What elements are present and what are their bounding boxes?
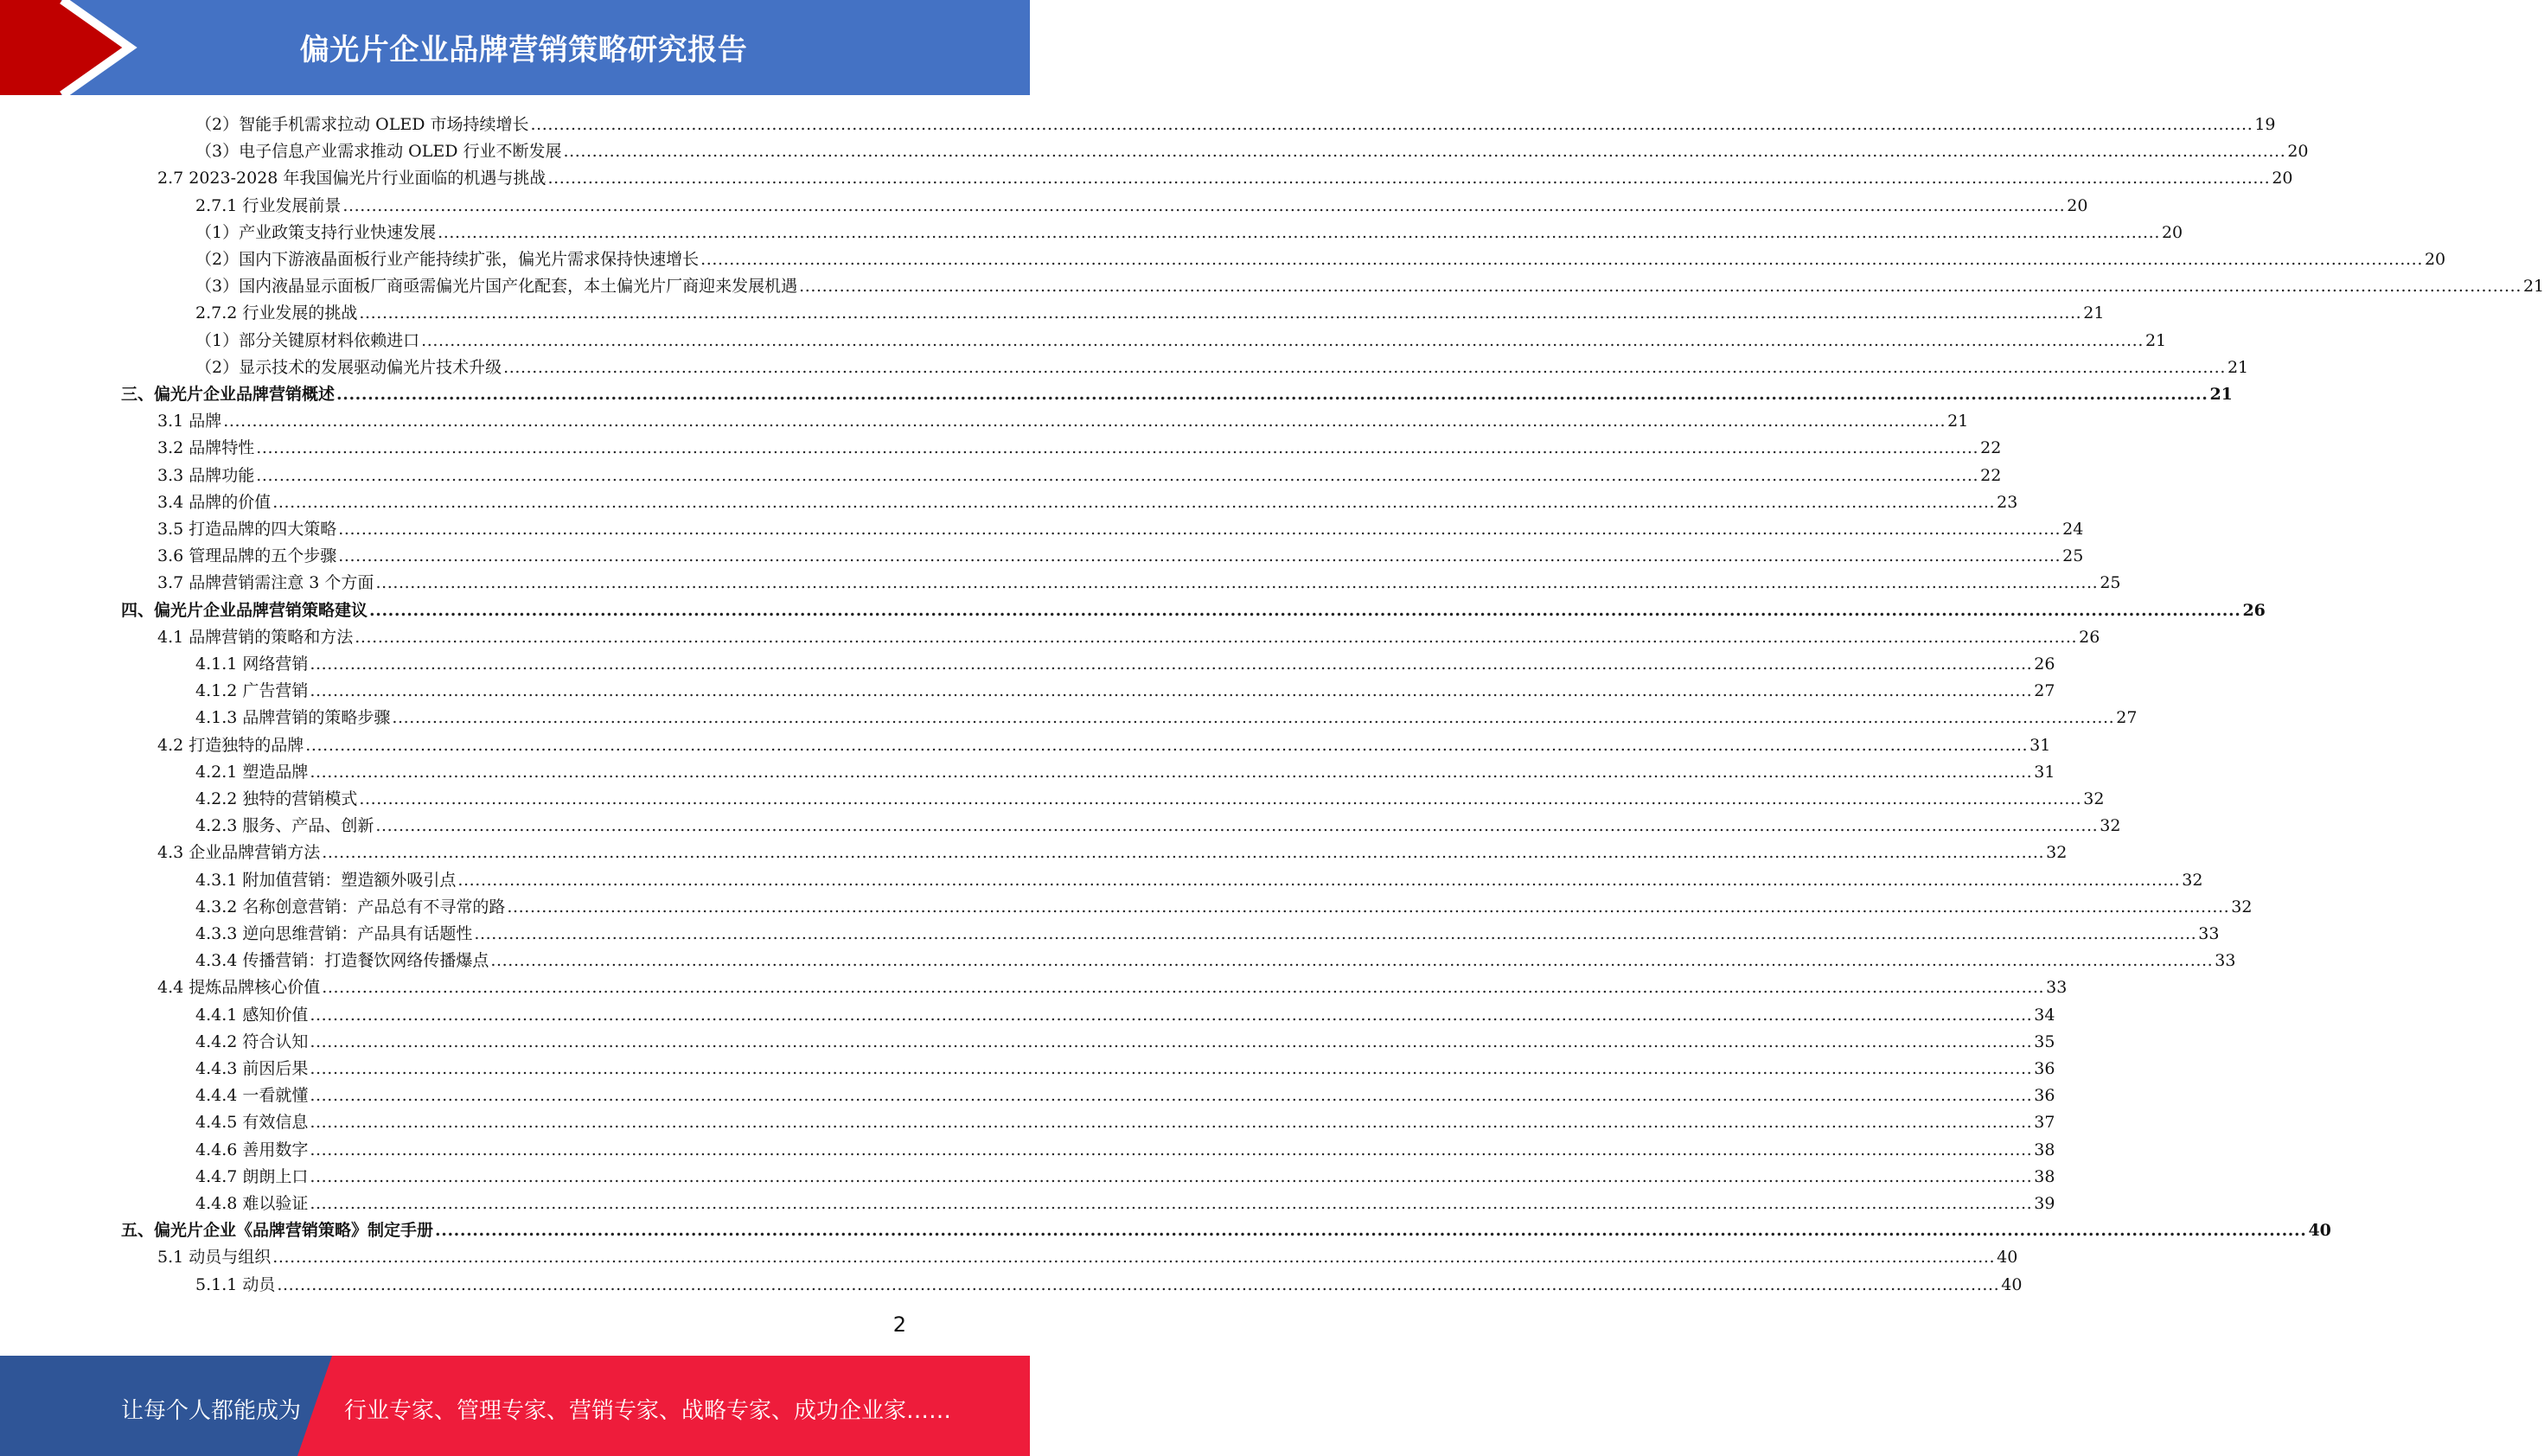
toc-entry[interactable] xyxy=(195,111,2276,135)
toc-entry[interactable] xyxy=(195,272,2544,297)
toc-entry-title: （2）显示技术的发展驱动偏光片技术升级 xyxy=(195,357,502,377)
footer-slogan-right: 行业专家、管理专家、营销专家、战略专家、成功企业家…… xyxy=(344,1398,952,1424)
toc-entry-page: 24 xyxy=(2062,520,2084,539)
toc-entry-title: 3.6 管理品牌的五个步骤 xyxy=(157,546,337,566)
toc-entry-title: 4.1.3 品牌营销的策略步骤 xyxy=(195,708,391,728)
toc-entry-title: 4.4.2 符合认知 xyxy=(195,1031,309,1051)
toc-leader-dots: ............................................................................................................................................................................................................................................................................................................ xyxy=(421,330,2144,350)
toc-entry[interactable] xyxy=(195,192,2088,216)
toc-entry[interactable] xyxy=(157,974,2068,998)
toc-entry[interactable] xyxy=(195,1136,2055,1160)
toc-entry-title: 4.2.3 服务、产品、创新 xyxy=(195,816,374,836)
toc-leader-dots: ............................................................................................................................................................................................................................................................................................................ xyxy=(322,978,2045,998)
toc-entry-title: 4.2.1 塑造品牌 xyxy=(195,762,309,782)
toc-leader-dots: ............................................................................................................................................................................................................................................................................................................ xyxy=(369,600,2241,620)
toc-entry-title: （1）产业政策支持行业快速发展 xyxy=(195,222,437,242)
toc-leader-dots: ............................................................................................................................................................................................................................................................................................................ xyxy=(272,492,1996,512)
toc-entry[interactable] xyxy=(157,489,2018,513)
toc-leader-dots: ............................................................................................................................................................................................................................................................................................................ xyxy=(338,520,2061,539)
toc-leader-dots: ............................................................................................................................................................................................................................................................................................................ xyxy=(438,222,2160,242)
toc-entry[interactable] xyxy=(121,597,2266,621)
toc-entry[interactable] xyxy=(157,569,2121,593)
toc-leader-dots: ............................................................................................................................................................................................................................................................................................................ xyxy=(310,762,2033,782)
toc-entry[interactable] xyxy=(195,246,2446,270)
toc-entry[interactable] xyxy=(195,785,2105,809)
toc-entry-title: 4.1 品牌营销的策略和方法 xyxy=(157,627,354,647)
toc-leader-dots: ............................................................................................................................................................................................................................................................................................................ xyxy=(799,277,2522,297)
toc-entry-page: 32 xyxy=(2182,870,2203,890)
toc-entry[interactable] xyxy=(195,137,2309,162)
toc-entry-page: 36 xyxy=(2034,1059,2055,1078)
toc-entry-title: 4.4.4 一看就懂 xyxy=(195,1086,309,1106)
toc-entry[interactable] xyxy=(195,1271,2023,1295)
footer-slogan-left: 让每个人都能成为 xyxy=(121,1398,302,1424)
toc-entry-page: 20 xyxy=(2287,142,2309,162)
toc-entry-page: 21 xyxy=(2083,303,2105,323)
toc-entry-title: （3）电子信息产业需求推动 OLED 行业不断发展 xyxy=(195,142,562,162)
toc-entry-page: 20 xyxy=(2161,222,2183,242)
toc-entry-title: 2.7.1 行业发展前景 xyxy=(195,195,342,215)
toc-entry-page: 21 xyxy=(2227,357,2249,377)
toc-leader-dots: ............................................................................................................................................................................................................................................................................................................ xyxy=(310,1005,2033,1025)
toc-leader-dots: ............................................................................................................................................................................................................................................................................................................ xyxy=(310,1059,2033,1078)
toc-entry-title: 4.2 打造独特的品牌 xyxy=(157,735,304,755)
toc-entry-page: 33 xyxy=(2046,978,2068,998)
toc-entry-title: 3.1 品牌 xyxy=(157,412,222,431)
toc-entry[interactable] xyxy=(195,758,2055,782)
toc-leader-dots: ............................................................................................................................................................................................................................................................................................................ xyxy=(336,385,2208,404)
toc-entry-title: 2.7 2023-2028 年我国偏光片行业面临的机遇与挑战 xyxy=(157,169,547,188)
toc-entry[interactable] xyxy=(157,164,2293,188)
toc-entry-page: 31 xyxy=(2034,762,2055,782)
page-footer xyxy=(0,1356,1030,1456)
toc-entry-page: 27 xyxy=(2116,708,2138,728)
toc-entry-title: 4.4.1 感知价值 xyxy=(195,1005,309,1025)
toc-entry[interactable] xyxy=(157,1243,2018,1268)
toc-entry-title: 4.1.1 网络营销 xyxy=(195,655,309,674)
toc-leader-dots: ............................................................................................................................................................................................................................................................................................................ xyxy=(310,681,2033,701)
toc-entry[interactable] xyxy=(195,1001,2055,1025)
toc-entry[interactable] xyxy=(121,1217,2331,1241)
toc-leader-dots: ............................................................................................................................................................................................................................................................................................................ xyxy=(359,789,2082,808)
toc-entry-page: 40 xyxy=(2001,1274,2023,1294)
toc-leader-dots: ............................................................................................................................................................................................................................................................................................................ xyxy=(310,1086,2033,1106)
toc-entry[interactable] xyxy=(195,1028,2055,1052)
toc-entry-title: 4.4.5 有效信息 xyxy=(195,1113,309,1133)
toc-entry-page: 38 xyxy=(2034,1140,2055,1159)
toc-entry[interactable] xyxy=(195,219,2183,243)
toc-entry-title: 4.4.8 难以验证 xyxy=(195,1194,309,1213)
toc-entry-page: 34 xyxy=(2034,1005,2055,1025)
toc-entry-title: （1）部分关键原材料依赖进口 xyxy=(195,330,420,350)
toc-leader-dots: ............................................................................................................................................................................................................................................................................................................ xyxy=(355,627,2078,647)
toc-entry[interactable] xyxy=(157,515,2084,540)
toc-entry-page: 22 xyxy=(1980,465,2002,485)
toc-leader-dots: ............................................................................................................................................................................................................................................................................................................ xyxy=(359,303,2082,323)
toc-leader-dots: ............................................................................................................................................................................................................................................................................................................ xyxy=(490,951,2214,971)
toc-entry-title: 4.3.1 附加值营销：塑造额外吸引点 xyxy=(195,870,457,890)
toc-entry[interactable] xyxy=(195,1055,2055,1079)
toc-entry[interactable] xyxy=(195,1108,2055,1133)
toc-entry-page: 33 xyxy=(2198,924,2220,943)
toc-entry-page: 26 xyxy=(2242,600,2266,620)
toc-leader-dots: ............................................................................................................................................................................................................................................................................................................ xyxy=(563,142,2286,162)
toc-entry[interactable] xyxy=(157,623,2100,648)
toc-entry-title: 3.3 品牌功能 xyxy=(157,465,255,485)
toc-entry-title: 4.4.6 善用数字 xyxy=(195,1140,309,1159)
toc-leader-dots: ............................................................................................................................................................................................................................................................................................................ xyxy=(277,1274,2000,1294)
toc-entry-title: 5.1 动员与组织 xyxy=(157,1248,272,1268)
toc-entry-page: 32 xyxy=(2100,816,2121,836)
page-header xyxy=(0,0,1030,95)
toc-leader-dots: ............................................................................................................................................................................................................................................................................................................ xyxy=(507,897,2230,916)
toc-entry-title: 4.3.4 传播营销：打造餐饮网络传播爆点 xyxy=(195,951,489,971)
toc-entry[interactable] xyxy=(157,542,2084,566)
toc-entry[interactable] xyxy=(157,407,1969,431)
toc-entry-title: 4.4.7 朗朗上口 xyxy=(195,1166,309,1186)
toc-entry-page: 26 xyxy=(2079,627,2100,647)
toc-entry-title: （3）国内液晶显示面板厂商亟需偏光片国产化配套，本土偏光片厂商迎来发展机遇 xyxy=(195,277,798,297)
toc-entry-title: 4.2.2 独特的营销模式 xyxy=(195,789,358,808)
toc-leader-dots: ............................................................................................................................................................................................................................................................................................................ xyxy=(310,1166,2033,1186)
toc-leader-dots: ............................................................................................................................................................................................................................................................................................................ xyxy=(375,573,2099,593)
toc-leader-dots: ............................................................................................................................................................................................................................................................................................................ xyxy=(474,924,2197,943)
toc-entry-page: 25 xyxy=(2100,573,2121,593)
toc-entry[interactable] xyxy=(157,731,2051,756)
toc-entry[interactable] xyxy=(195,812,2121,836)
toc-entry-page: 20 xyxy=(2067,195,2088,215)
page-number: 2 xyxy=(892,1312,906,1337)
toc-entry-title: 4.4.3 前因后果 xyxy=(195,1059,309,1078)
toc-entry-title: 4.4 提炼品牌核心价值 xyxy=(157,978,321,998)
toc-entry-title: 3.5 打造品牌的四大策略 xyxy=(157,520,337,539)
toc-leader-dots: ............................................................................................................................................................................................................................................................................................................ xyxy=(457,870,2181,890)
toc-entry-page: 21 xyxy=(2209,385,2233,404)
toc-entry-page: 22 xyxy=(1980,438,2002,458)
toc-entry[interactable] xyxy=(195,327,2167,351)
toc-entry[interactable] xyxy=(195,1082,2055,1106)
toc-entry-page: 32 xyxy=(2231,897,2253,916)
toc-entry-page: 38 xyxy=(2034,1166,2055,1186)
toc-entry[interactable] xyxy=(157,839,2068,863)
toc-entry-page: 40 xyxy=(2308,1221,2331,1241)
toc-entry-title: 五、偏光片企业《品牌营销策略》制定手册 xyxy=(121,1221,434,1241)
toc-entry[interactable] xyxy=(157,462,2002,486)
toc-entry[interactable] xyxy=(195,354,2249,378)
toc-entry-title: 3.7 品牌营销需注意 3 个方面 xyxy=(157,573,374,593)
toc-entry[interactable] xyxy=(195,650,2055,674)
toc-entry[interactable] xyxy=(195,947,2236,971)
toc-entry-title: 四、偏光片企业品牌营销策略建议 xyxy=(121,600,368,620)
toc-entry-page: 40 xyxy=(1997,1248,2018,1268)
toc-entry-title: 4.3.3 逆向思维营销：产品具有话题性 xyxy=(195,924,473,943)
toc-leader-dots: ............................................................................................................................................................................................................................................................................................................ xyxy=(272,1248,1996,1268)
toc-entry[interactable] xyxy=(195,893,2253,917)
toc-entry-title: 4.1.2 广告营销 xyxy=(195,681,309,701)
toc-entry-page: 37 xyxy=(2034,1113,2055,1133)
toc-entry-title: 3.4 品牌的价值 xyxy=(157,492,272,512)
toc-leader-dots: ............................................................................................................................................................................................................................................................................................................ xyxy=(223,412,1946,431)
toc-entry[interactable] xyxy=(121,380,2233,405)
toc-entry-page: 21 xyxy=(1947,412,1969,431)
toc-entry-page: 26 xyxy=(2034,655,2055,674)
toc-leader-dots: ............................................................................................................................................................................................................................................................................................................ xyxy=(392,708,2115,728)
toc-entry-page: 27 xyxy=(2034,681,2055,701)
toc-entry-page: 36 xyxy=(2034,1086,2055,1106)
toc-entry-page: 21 xyxy=(2522,277,2544,297)
toc-entry-page: 21 xyxy=(2145,330,2167,350)
toc-entry[interactable] xyxy=(195,704,2138,728)
toc-entry-page: 19 xyxy=(2254,115,2276,134)
toc-leader-dots: ............................................................................................................................................................................................................................................................................................................ xyxy=(503,357,2226,377)
toc-entry-page: 33 xyxy=(2215,951,2236,971)
toc-leader-dots: ............................................................................................................................................................................................................................................................................................................ xyxy=(322,843,2045,863)
toc-entry-title: 4.3.2 名称创意营销：产品总有不寻常的路 xyxy=(195,897,506,916)
toc-leader-dots: ............................................................................................................................................................................................................................................................................................................ xyxy=(435,1221,2307,1241)
toc-leader-dots: ............................................................................................................................................................................................................................................................................................................ xyxy=(305,735,2029,755)
toc-entry-title: 3.2 品牌特性 xyxy=(157,438,255,458)
toc-entry-title: （2）智能手机需求拉动 OLED 市场持续增长 xyxy=(195,115,529,134)
toc-leader-dots: ............................................................................................................................................................................................................................................................................................................ xyxy=(700,250,2423,269)
toc-entry[interactable] xyxy=(195,1163,2055,1187)
toc-entry-page: 32 xyxy=(2083,789,2105,808)
toc-entry[interactable] xyxy=(195,866,2203,891)
toc-entry[interactable] xyxy=(157,434,2002,458)
toc-entry-title: 三、偏光片企业品牌营销概述 xyxy=(121,385,336,404)
toc-entry-title: 4.3 企业品牌营销方法 xyxy=(157,843,321,863)
toc-entry-page: 39 xyxy=(2034,1194,2055,1213)
toc-leader-dots: ............................................................................................................................................................................................................................................................................................................ xyxy=(310,655,2033,674)
toc-entry-page: 20 xyxy=(2272,169,2293,188)
toc-entry[interactable] xyxy=(195,299,2105,323)
report-title: 偏光片企业品牌营销策略研究报告 xyxy=(299,33,748,67)
toc-entry-page: 23 xyxy=(1997,492,2018,512)
toc-entry-page: 35 xyxy=(2034,1031,2055,1051)
toc-leader-dots: ............................................................................................................................................................................................................................................................................................................ xyxy=(310,1140,2033,1159)
toc-entry-title: 2.7.2 行业发展的挑战 xyxy=(195,303,358,323)
toc-leader-dots: ............................................................................................................................................................................................................................................................................................................ xyxy=(256,465,1979,485)
toc-entry-page: 25 xyxy=(2062,546,2084,566)
toc-entry[interactable] xyxy=(195,1190,2055,1214)
toc-entry-page: 32 xyxy=(2046,843,2068,863)
toc-entry-page: 31 xyxy=(2029,735,2051,755)
toc-leader-dots: ............................................................................................................................................................................................................................................................................................................ xyxy=(342,195,2066,215)
toc-entry-title: 5.1.1 动员 xyxy=(195,1274,276,1294)
toc-leader-dots: ............................................................................................................................................................................................................................................................................................................ xyxy=(310,1194,2033,1213)
toc-leader-dots: ............................................................................................................................................................................................................................................................................................................ xyxy=(530,115,2253,134)
toc-entry[interactable] xyxy=(195,920,2220,944)
toc-entry[interactable] xyxy=(195,677,2055,701)
toc-entry-title: （2）国内下游液晶面板行业产能持续扩张，偏光片需求保持快速增长 xyxy=(195,250,700,269)
toc-leader-dots: ............................................................................................................................................................................................................................................................................................................ xyxy=(310,1031,2033,1051)
toc-leader-dots: ............................................................................................................................................................................................................................................................................................................ xyxy=(256,438,1979,458)
toc-entry-page: 20 xyxy=(2424,250,2446,269)
toc-leader-dots: ............................................................................................................................................................................................................................................................................................................ xyxy=(310,1113,2033,1133)
toc-leader-dots: ............................................................................................................................................................................................................................................................................................................ xyxy=(338,546,2061,566)
toc-leader-dots: ............................................................................................................................................................................................................................................................................................................ xyxy=(547,169,2271,188)
toc-leader-dots: ............................................................................................................................................................................................................................................................................................................ xyxy=(375,816,2099,836)
